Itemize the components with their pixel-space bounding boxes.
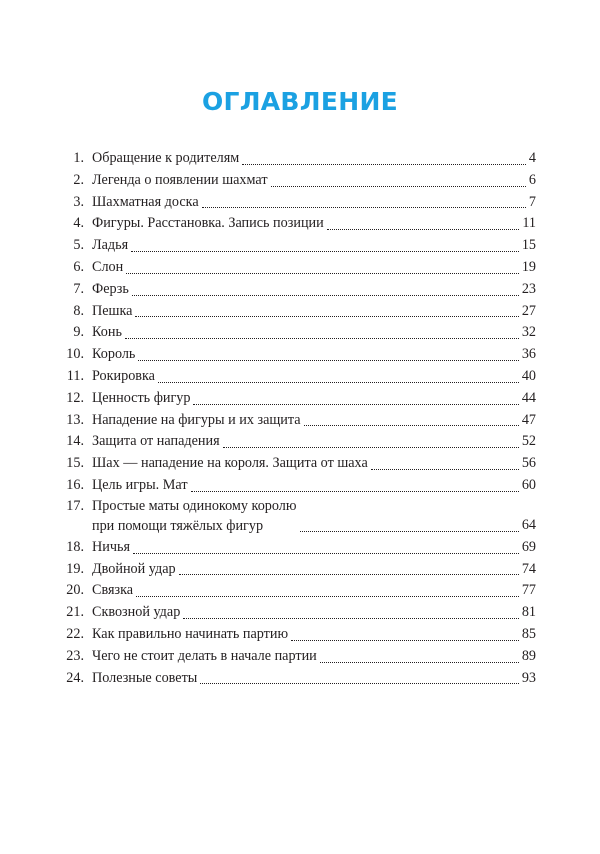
toc-entry-number: 15. xyxy=(66,455,84,472)
toc-entry-title xyxy=(92,497,297,537)
dot-leader xyxy=(133,553,519,554)
dot-leader xyxy=(158,382,519,383)
toc-entry xyxy=(58,475,536,497)
toc-entry-page: 11 xyxy=(522,215,536,232)
toc-entry-page: 6 xyxy=(528,171,536,188)
toc-entry-title: Фигуры. Расстановка. Запись позиции xyxy=(92,215,324,232)
toc-entry xyxy=(58,537,536,559)
toc-entry xyxy=(58,453,536,475)
toc-entry-number: 6. xyxy=(73,258,84,275)
toc-entry xyxy=(58,148,536,170)
toc-entry-title: Легенда о появлении шахмат xyxy=(92,171,268,188)
dot-leader xyxy=(132,295,519,296)
toc-entry-title: Полезные советы xyxy=(92,669,198,686)
toc-entry-number: 22. xyxy=(66,625,84,642)
dot-leader xyxy=(193,404,518,405)
toc-entry-number: 17. xyxy=(66,497,84,514)
toc-entry-number: 8. xyxy=(73,302,84,319)
toc-entry xyxy=(58,192,536,214)
toc-entry-title: Нападение на фигуры и их защита xyxy=(92,411,301,428)
toc-entry-page: 60 xyxy=(521,476,536,493)
toc-entry-number: 21. xyxy=(66,604,84,621)
dot-leader xyxy=(191,491,519,492)
toc-entry-number: 24. xyxy=(66,669,84,686)
toc-entry-page: 32 xyxy=(521,324,536,341)
toc-entry-page: 77 xyxy=(521,582,536,599)
toc-entry xyxy=(58,559,536,581)
dot-leader xyxy=(138,360,518,361)
toc-entry-title: Ничья xyxy=(92,538,130,555)
dot-leader xyxy=(242,164,526,165)
toc-entry-page: 52 xyxy=(521,433,536,450)
toc-entry-title: Король xyxy=(92,346,136,363)
toc-entry xyxy=(58,410,536,432)
dot-leader xyxy=(200,683,519,684)
toc-entry-title: Защита от нападения xyxy=(92,433,220,450)
toc-entry-number: 2. xyxy=(73,171,84,188)
toc-entry-title: Чего не стоит делать в начале партии xyxy=(92,647,317,664)
toc-entry xyxy=(58,170,536,192)
dot-leader xyxy=(131,251,519,252)
toc-entry-page: 93 xyxy=(521,669,536,686)
toc-entry-title: Как правильно начинать партию xyxy=(92,625,289,642)
toc-entry-number: 12. xyxy=(66,389,84,406)
toc-entry-number: 23. xyxy=(66,647,84,664)
dot-leader xyxy=(371,469,519,470)
table-of-contents xyxy=(58,148,536,689)
toc-entry-title: Сквозной удар xyxy=(92,604,181,621)
toc-entry-number: 18. xyxy=(66,538,84,555)
dot-leader xyxy=(300,531,519,532)
dot-leader xyxy=(126,273,519,274)
toc-entry-title: Пешка xyxy=(92,302,133,319)
toc-entry-number: 13. xyxy=(66,411,84,428)
toc-entry xyxy=(58,322,536,344)
toc-entry xyxy=(58,388,536,410)
dot-leader xyxy=(223,447,519,448)
dot-leader xyxy=(183,618,519,619)
toc-entry-title: Слон xyxy=(92,258,124,275)
toc-entry-title: Ценность фигур xyxy=(92,389,191,406)
toc-entry xyxy=(58,344,536,366)
toc-entry-page: 15 xyxy=(521,237,536,254)
toc-entry-number: 10. xyxy=(66,346,84,363)
toc-entry xyxy=(58,668,536,690)
toc-entry-page: 19 xyxy=(521,258,536,275)
dot-leader xyxy=(271,186,526,187)
toc-entry xyxy=(58,580,536,602)
toc-entry-title: Ладья xyxy=(92,237,129,254)
toc-entry xyxy=(58,646,536,668)
toc-entry-number: 16. xyxy=(66,476,84,493)
toc-entry-title: Шахматная доска xyxy=(92,193,199,210)
toc-entry-page: 56 xyxy=(521,455,536,472)
dot-leader xyxy=(179,574,519,575)
toc-entry-number: 19. xyxy=(66,560,84,577)
dot-leader xyxy=(135,316,518,317)
toc-entry-page: 7 xyxy=(528,193,536,210)
toc-entry-number: 4. xyxy=(73,215,84,232)
toc-entry-title: Ферзь xyxy=(92,280,129,297)
dot-leader xyxy=(291,640,519,641)
toc-entry-page: 4 xyxy=(528,150,536,166)
toc-entry xyxy=(58,431,536,453)
toc-entry xyxy=(58,624,536,646)
toc-entry xyxy=(58,257,536,279)
toc-entry-title-line1: Простые маты одинокому королю xyxy=(92,497,297,514)
dot-leader xyxy=(320,662,519,663)
dot-leader xyxy=(202,207,526,208)
toc-entry-page: 64 xyxy=(521,516,536,533)
dot-leader xyxy=(327,229,520,230)
toc-entry-page: 74 xyxy=(521,560,536,577)
toc-entry-title: Обращение к родителям xyxy=(92,150,240,166)
dot-leader xyxy=(304,425,519,426)
toc-entry-page: 27 xyxy=(521,302,536,319)
toc-entry-title: Связка xyxy=(92,582,134,599)
toc-entry-title: Двойной удар xyxy=(92,560,176,577)
toc-entry-page: 81 xyxy=(521,604,536,621)
toc-entry-number: 3. xyxy=(73,193,84,210)
toc-entry xyxy=(58,602,536,624)
toc-entry-number: 20. xyxy=(66,582,84,599)
toc-entry xyxy=(58,301,536,323)
toc-entry-page: 36 xyxy=(521,346,536,363)
toc-entry-page: 44 xyxy=(521,389,536,406)
toc-entry-title-line2: при помощи тяжёлых фигур xyxy=(92,517,264,534)
toc-entry xyxy=(58,497,536,537)
toc-entry-number: 9. xyxy=(73,324,84,341)
toc-entry-page: 85 xyxy=(521,625,536,642)
toc-entry-page: 69 xyxy=(521,538,536,555)
toc-entry-page: 47 xyxy=(521,411,536,428)
toc-entry-number: 5. xyxy=(73,237,84,254)
dot-leader xyxy=(136,596,519,597)
toc-entry-title: Шах — нападение на короля. Защита от шаха xyxy=(92,455,368,472)
toc-entry-number: 1. xyxy=(73,150,84,166)
toc-entry-title: Конь xyxy=(92,324,122,341)
toc-entry-page: 23 xyxy=(521,280,536,297)
toc-entry xyxy=(58,366,536,388)
toc-entry-page: 89 xyxy=(521,647,536,664)
toc-entry-number: 14. xyxy=(66,433,84,450)
toc-entry xyxy=(58,279,536,301)
toc-entry-page: 40 xyxy=(521,367,536,384)
toc-entry-number: 11. xyxy=(66,367,84,384)
dot-leader xyxy=(125,338,519,339)
toc-entry-title: Рокировка xyxy=(92,367,155,384)
toc-entry xyxy=(58,235,536,257)
toc-entry-title: Цель игры. Мат xyxy=(92,476,188,493)
page-title: ОГЛАВЛЕНИЕ xyxy=(201,87,399,116)
toc-entry xyxy=(58,213,536,235)
toc-entry-number: 7. xyxy=(73,280,84,297)
